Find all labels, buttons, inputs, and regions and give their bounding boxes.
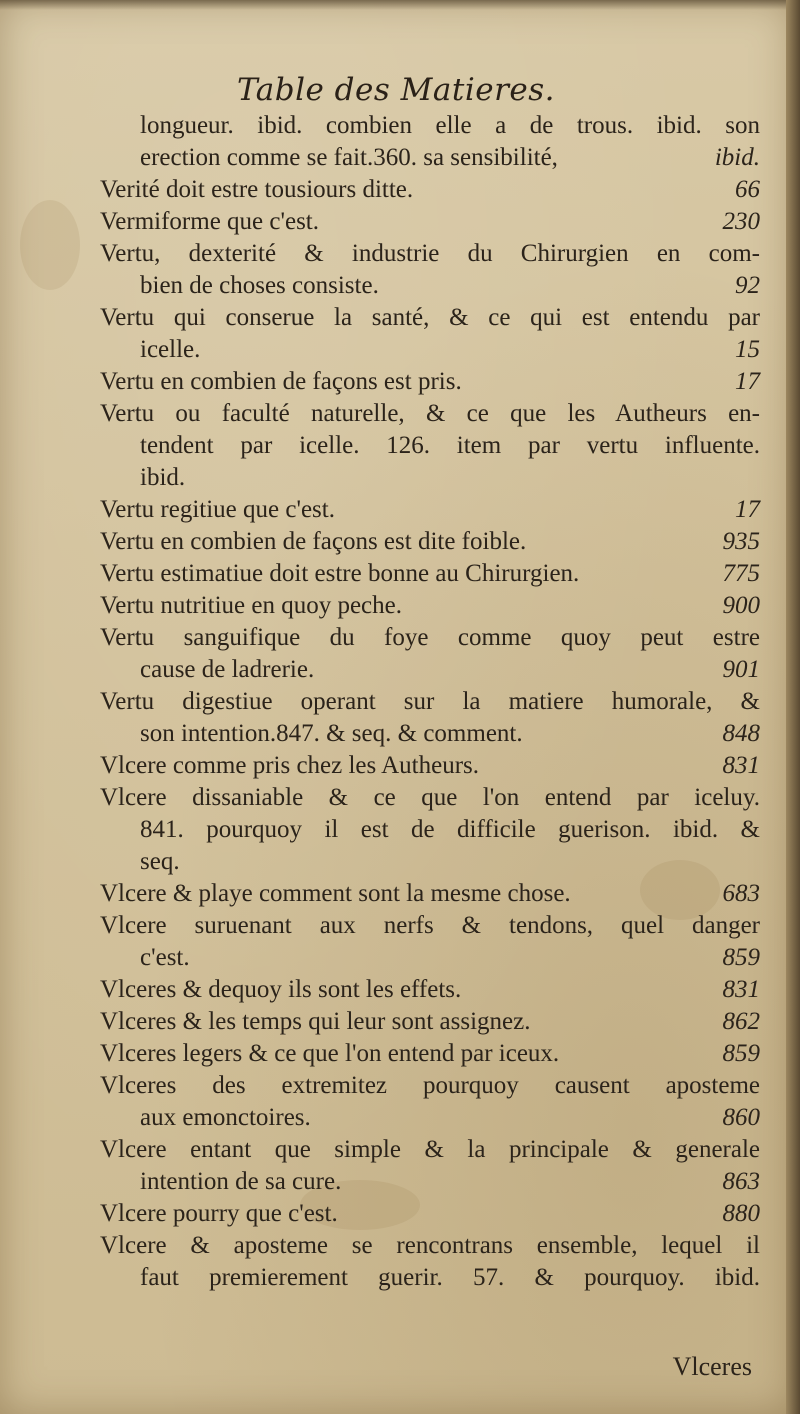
index-line: Vertu regitiue que c'est. 17 [100,496,760,523]
index-line: Vertu estimatiue doit estre bonne au Chirurgien. 775 [100,560,760,587]
index-line: Vertu nutritiue en quoy peche. 900 [100,592,760,619]
index-line: Vlceres & les temps qui leur sont assignez. 862 [100,1008,760,1035]
index-line: Vertu ou faculté naturelle, & ce que les Autheurs en- [100,400,760,427]
index-line: Vlceres legers & ce que l'on entend par iceux. 859 [100,1040,760,1067]
index-line: Vertu en combien de façons est pris. 17 [100,368,760,395]
index-line: ibid. [140,464,186,491]
index-line: Vlcere dissaniable & ce que l'on entend par iceluy. [100,784,760,811]
index-line: Vlcere comme pris chez les Autheurs. 831 [100,752,760,779]
index-line: Vlceres & dequoy ils sont les effets. 831 [100,976,760,1003]
index-line: Vlcere suruenant aux nerfs & tendons, quel danger [100,912,760,939]
index-entries [100,110,760,1294]
index-line: Vlcere entant que simple & la principale & generale [100,1136,760,1163]
page-edge [786,0,800,1414]
catchword: Vlceres [672,1352,752,1381]
index-line: Vertu digestiue operant sur la matiere humorale, & [100,688,760,715]
paper-stain [20,200,80,290]
index-line: Vlcere & playe comment sont la mesme chose. 683 [100,880,760,907]
index-line: Vertu, dexterité & industrie du Chirurgien en com- [100,240,760,267]
index-line: cause de ladrerie. 901 [140,656,760,683]
page-top-shadow [0,0,800,10]
index-line: Vlcere pourry que c'est. 880 [100,1200,760,1227]
index-line: 841. pourquoy il est de difficile guerison. ibid. & [140,816,760,843]
index-line: Verité doit estre tousiours ditte. 66 [100,176,760,203]
index-line: bien de choses consiste. 92 [140,272,760,299]
index-line: son intention.847. & seq. & comment. 848 [140,720,760,747]
index-line: intention de sa cure. 863 [140,1168,760,1195]
index-line: longueur. ibid. combien elle a de trous. ibid. son [140,112,760,139]
index-line: seq. [140,848,180,875]
index-line: aux emonctoires. 860 [140,1104,760,1131]
index-line: icelle. 15 [140,336,760,363]
index-line: tendent par icelle. 126. item par vertu influente. [140,432,760,459]
index-line: Vermiforme que c'est. 230 [100,208,760,235]
index-line: Vlceres des extremitez pourquoy causent aposteme [100,1072,760,1099]
index-line: Vertu sanguifique du foye comme quoy peut estre [100,624,760,651]
index-line: Vertu en combien de façons est dite foible. 935 [100,528,760,555]
index-line: Vertu qui conserue la santé, & ce qui est entendu par [100,304,760,331]
index-line: faut premierement guerir. 57. & pourquoy. ibid. [140,1264,760,1291]
index-line: erection comme se fait.360. sa sensibilité, ibid. [140,144,760,171]
index-line: Vlcere & aposteme se rencontrans ensemble, lequel il [100,1232,760,1259]
running-header: Table des Matieres. [236,72,556,108]
index-line: c'est. 859 [140,944,760,971]
